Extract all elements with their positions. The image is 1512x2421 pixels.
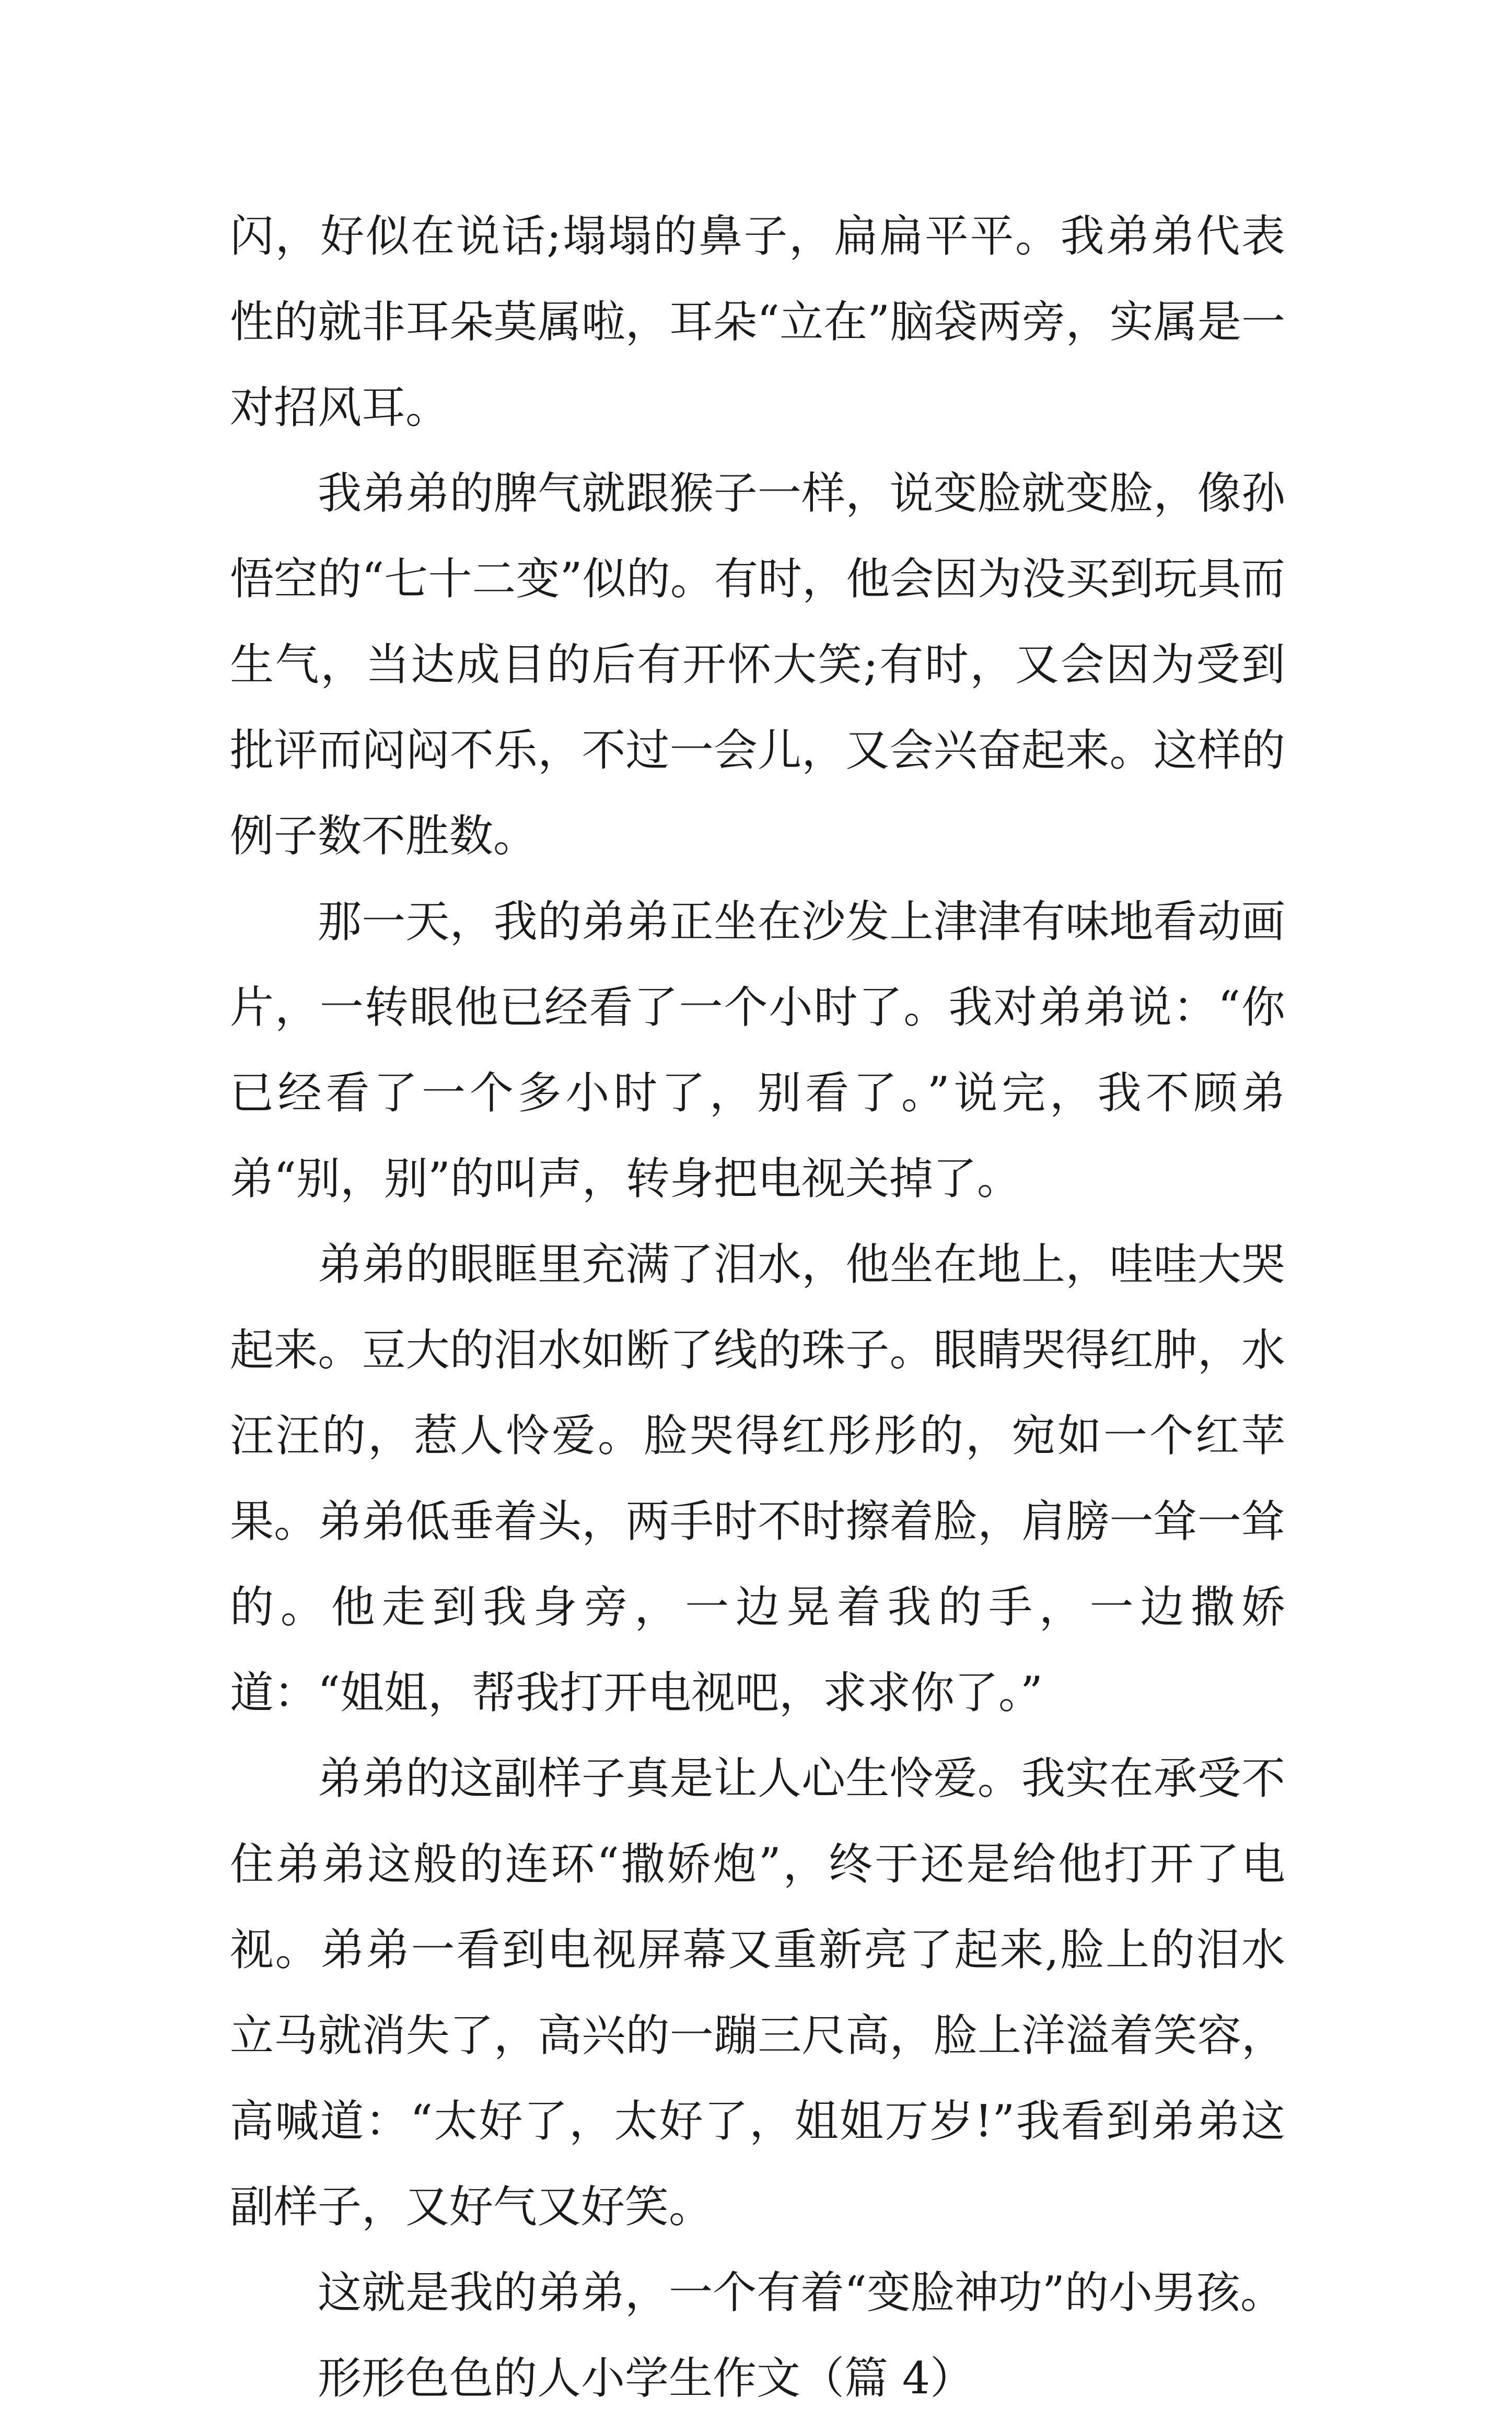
paragraph-5: 弟弟的这副样子真是让人心生怜爱。我实在承受不住弟弟这般的连环“撒娇炮”，终于还是给他打开了电视。弟弟一看到电视屏幕又重新亮了起来,脸上的泪水立马就消失了，高兴的一蹦三尺高，脸上洋溢着笑容，高喊道：“太好了，太好了，姐姐万岁!”我看到弟弟这副样子，又好气又好笑。: [230, 1753, 1285, 2232]
paragraph-3: 那一天，我的弟弟正坐在沙发上津津有味地看动画片，一转眼他已经看了一个小时了。我对弟弟说：“你已经看了一个多小时了，别看了。”说完，我不顾弟弟“别，别”的叫声，转身把电视关掉了。: [230, 896, 1285, 1204]
essay-body: [230, 193, 1285, 2421]
paragraph-4: 弟弟的眼眶里充满了泪水，他坐在地上，哇哇大哭起来。豆大的泪水如断了线的珠子。眼睛哭得红肿，水汪汪的，惹人怜爱。脸哭得红彤彤的，宛如一个红苹果。弟弟低垂着头，两手时不时擦着脸，肩膀一耸一耸的。他走到我身旁，一边晃着我的手，一边撒娇道：“姐姐，帮我打开电视吧，求求你了。”: [230, 1239, 1285, 1718]
paragraph-2: 我弟弟的脾气就跟猴子一样，说变脸就变脸，像孙悟空的“七十二变”似的。有时，他会因为没买到玩具而生气，当达成目的后有开怀大笑;有时，又会因为受到批评而闷闷不乐，不过一会儿，又会兴奋起来。这样的例子数不胜数。: [230, 468, 1285, 862]
section-heading: 形形色色的人小学生作文（篇 4）: [318, 2353, 974, 2404]
paragraph-6: 这就是我的弟弟，一个有着“变脸神功”的小男孩。: [318, 2267, 1284, 2318]
paragraph-1: 闪，好似在说话;塌塌的鼻子，扁扁平平。我弟弟代表性的就非耳朵莫属啦，耳朵“立在”脑袋两旁，实属是一对招风耳。: [230, 211, 1285, 433]
